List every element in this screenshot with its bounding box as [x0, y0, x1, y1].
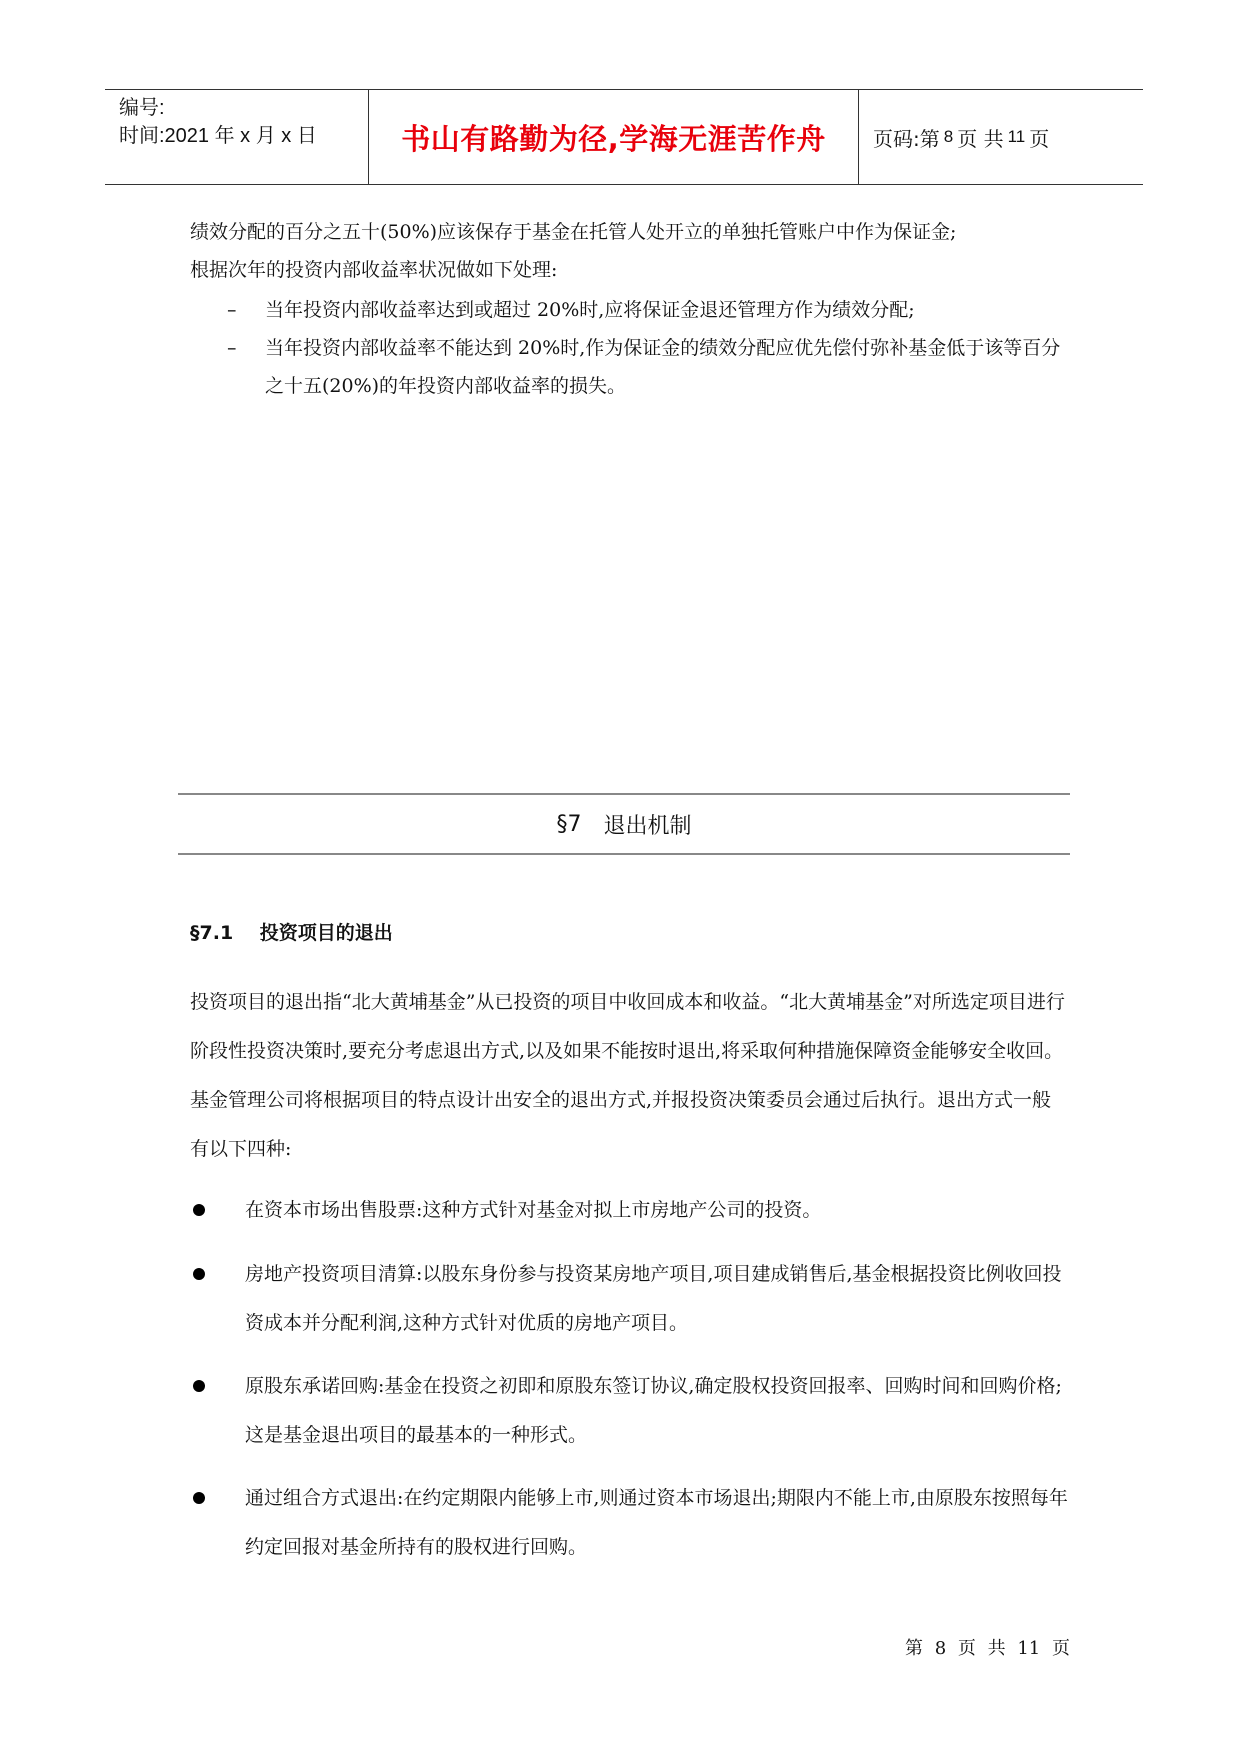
- intro-line-1: 绩效分配的百分之五十(50%)应该保存于基金在托管人处开立的单独托管账户中作为保证金;: [190, 221, 957, 243]
- header-motto: 书山有路勤为径,学海无涯苦作舟: [369, 90, 859, 184]
- dash-item-text: 当年投资内部收益率达到或超过 20%时,应将保证金退还管理方作为绩效分配;: [265, 299, 915, 321]
- header-page-info: [859, 90, 1143, 184]
- section-title: 退出机制: [603, 813, 692, 839]
- header-meta: [105, 90, 369, 184]
- bullet-dot-icon: [193, 1492, 205, 1504]
- body-paragraph: 投资项目的退出指“北大黄埔基金”从已投资的项目中收回成本和收益。“北大黄埔基金”对所选定项目进行阶段性投资决策时,要充分考虑退出方式,以及如果不能按时退出,将采取何种措施保障资金能够安全收回。基金管理公司将根据项目的特点设计出安全的退出方式,并报投资决策委员会通过后执行。退出方式一般有以下四种:: [190, 991, 1065, 1160]
- bullet-text: 原股东承诺回购:基金在投资之初即和原股东签订协议,确定股权投资回报率、回购时间和回购价格;这是基金退出项目的最基本的一种形式。: [245, 1375, 1062, 1446]
- bullet-dot-icon: [193, 1268, 205, 1280]
- dash-item-text: 当年投资内部收益率不能达到 20%时,作为保证金的绩效分配应优先偿付弥补基金低于该等百分之十五(20%)的年投资内部收益率的损失。: [265, 337, 1061, 397]
- number-label: 编号:: [119, 97, 165, 119]
- bullet-text: 房地产投资项目清算:以股东身份参与投资某房地产项目,项目建成销售后,基金根据投资比例收回投资成本并分配利润,这种方式针对优质的房地产项目。: [245, 1263, 1062, 1334]
- intro-paragraph: [190, 213, 1070, 289]
- page-footer: 第 8 页 共 11 页: [905, 1638, 1070, 1659]
- dash-list-item: [227, 329, 1065, 405]
- section-number: §7: [556, 811, 582, 837]
- page-prefix: 页码:第: [873, 126, 940, 151]
- dash-marker: –: [227, 337, 237, 359]
- page-suffix: 页: [1029, 126, 1050, 151]
- bullet-item: [245, 1186, 1075, 1235]
- bullet-dot-icon: [193, 1204, 205, 1216]
- bullet-text: 通过组合方式退出:在约定期限内能够上市,则通过资本市场退出;期限内不能上市,由原股东按照每年约定回报对基金所持有的股权进行回购。: [245, 1487, 1068, 1558]
- dash-list-item: [227, 291, 1065, 329]
- bullet-item: [245, 1362, 1075, 1460]
- bullet-text: 在资本市场出售股票:这种方式针对基金对拟上市房地产公司的投资。: [245, 1199, 822, 1221]
- bullet-item: [245, 1250, 1075, 1348]
- bullet-dot-icon: [193, 1380, 205, 1392]
- section-heading: [178, 793, 1070, 855]
- page-middle: 页 共: [957, 126, 1004, 151]
- subsection-heading: [190, 918, 393, 945]
- bullet-item: [245, 1474, 1075, 1572]
- page-current: 8: [943, 127, 954, 146]
- document-header: [105, 89, 1143, 185]
- time-label: 时间:2021 年 x 月 x 日: [119, 125, 317, 147]
- page-total: 11: [1007, 127, 1026, 146]
- subsection-number: §7.1: [190, 922, 234, 944]
- subsection-title: 投资项目的退出: [259, 922, 393, 944]
- dash-marker: –: [227, 299, 237, 321]
- intro-line-2: 根据次年的投资内部收益率状况做如下处理:: [190, 259, 558, 281]
